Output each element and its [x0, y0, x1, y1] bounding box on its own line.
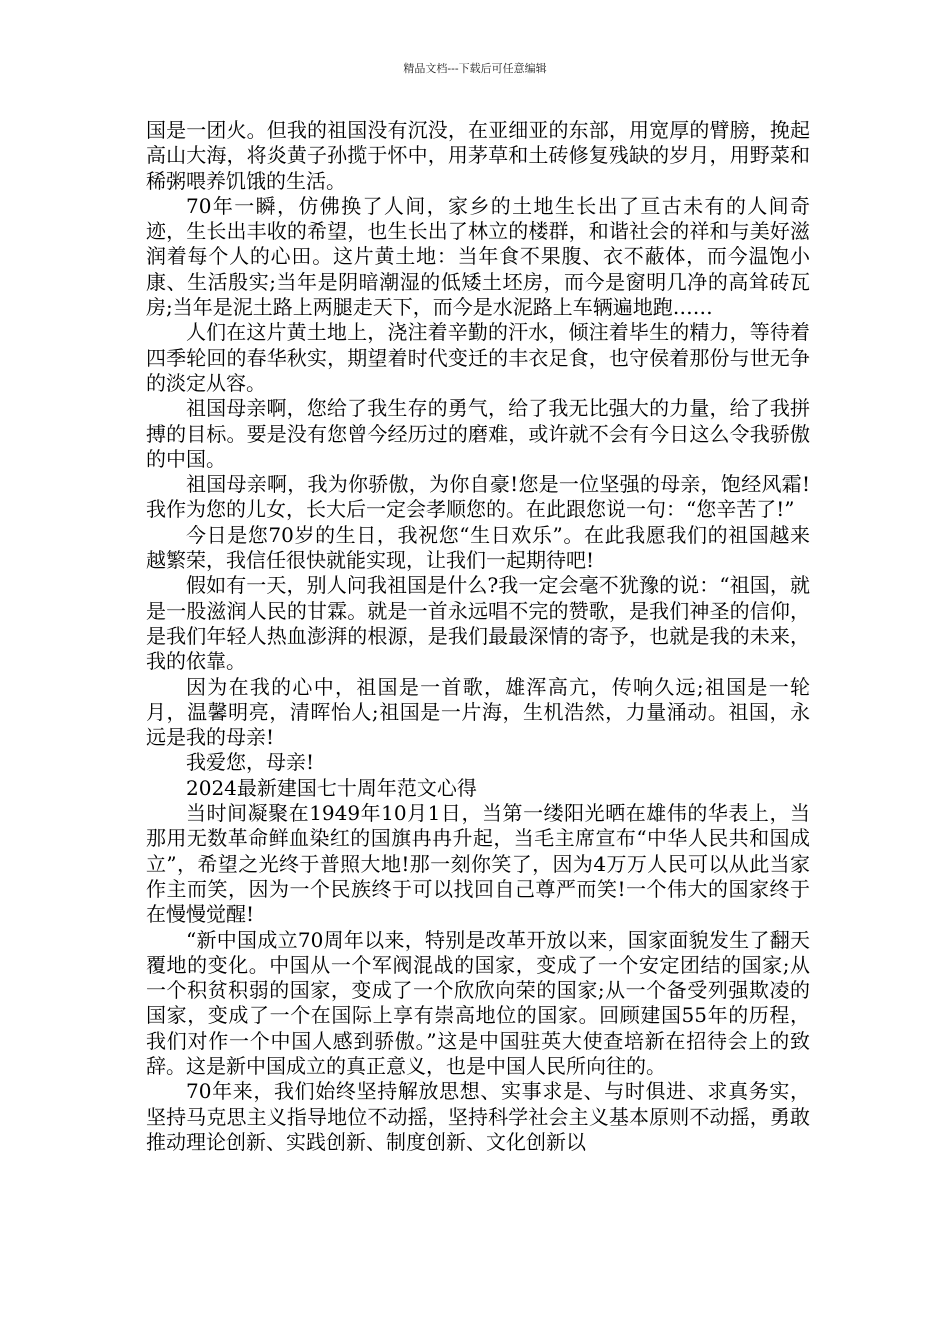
paragraph: 我爱您，母亲!: [186, 750, 315, 775]
paragraph: 70年来，我们始终坚持解放思想、实事求是、与时俱进、求真务实，坚持马克思主义指导地位不动摇，坚持科学社会主义基本原则不动摇，勇敢推动理论创新、实践创新、制度创新、文化创新以: [146, 1079, 810, 1154]
paragraph: 当时间凝聚在1949年10月1日，当第一缕阳光晒在雄伟的华表上，当那用无数革命鲜血染红的国旗冉冉升起，当毛主席宣布“中华人民共和国成立”，希望之光终于普照大地!那一刻你笑了，因为4万万人民可以从此当家作主而笑，因为一个民族终于可以找回自己尊严而笑!一个伟大的国家终于在慢慢觉醒!: [146, 801, 810, 927]
page-header: 精品文档---下载后可任意编辑: [403, 62, 547, 75]
paragraph: 祖国母亲啊，您给了我生存的勇气，给了我无比强大的力量，给了我拼搏的目标。要是没有您曾今经历过的磨难，或许就不会有今日这么令我骄傲的中国。: [146, 396, 810, 471]
paragraph: 人们在这片黄土地上，浇注着辛勤的汗水，倾注着毕生的精力，等待着四季轮回的春华秋实，期望着时代变迁的丰衣足食，也守侯着那份与世无争的淡定从容。: [146, 320, 810, 395]
paragraph: 70年一瞬，仿佛换了人间，家乡的土地生长出了亘古未有的人间奇迹，生长出丰收的希望，也生长出了林立的楼群，和谐社会的祥和与美好滋润着每个人的心田。这片黄土地：当年食不果腹、衣不蔽体，而今温饱小康、生活殷实;当年是阴暗潮湿的低矮土坯房，而今是窗明几净的高耸砖瓦房;当年是泥土路上两腿走天下，而今是水泥路上车辆遍地跑……: [146, 193, 810, 320]
paragraph: 假如有一天，别人问我祖国是什么?我一定会毫不犹豫的说：“祖国，就是一股滋润人民的甘霖。就是一首永远唱不完的赞歌，是我们神圣的信仰，是我们年轻人热血澎湃的根源，是我们最最深情的寄予，也就是我的未来，我的依靠。: [146, 573, 810, 674]
paragraph: “新中国成立70周年以来，特别是改革开放以来，国家面貌发生了翻天覆地的变化。中国从一个军阀混战的国家，变成了一个安定团结的国家;从一个积贫积弱的国家，变成了一个欣欣向荣的国家;从一个备受列强欺凌的国家，变成了一个在国际上享有崇高地位的国家。回顾建国55年的历程，我们对作一个中国人感到骄傲。”这是中国驻英大使查培新在招待会上的致辞。这是新中国成立的真正意义，也是中国人民所向往的。: [146, 927, 810, 1078]
paragraph: 因为在我的心中，祖国是一首歌，雄浑高亢，传响久远;祖国是一轮月，温馨明亮，清晖怡人;祖国是一片海，生机浩然，力量涌动。祖国，永远是我的母亲!: [146, 674, 810, 750]
section-title: 2024最新建国七十周年范文心得: [186, 775, 477, 800]
paragraph: 国是一团火。但我的祖国没有沉没，在亚细亚的东部，用宽厚的臂膀，挽起高山大海，将炎黄子孙揽于怀中，用茅草和土砖修复残缺的岁月，用野菜和稀粥喂养饥饿的生活。: [146, 118, 810, 193]
paragraph: 今日是您70岁的生日，我祝您“生日欢乐”。在此我愿我们的祖国越来越繁荣，我信任很快就能实现，让我们一起期待吧!: [146, 522, 810, 573]
document-body: [146, 118, 810, 1155]
paragraph: 祖国母亲啊，我为你骄傲，为你自豪!您是一位坚强的母亲，饱经风霜!我作为您的儿女，长大后一定会孝顺您的。在此跟您说一句：“您辛苦了!”: [146, 472, 810, 522]
